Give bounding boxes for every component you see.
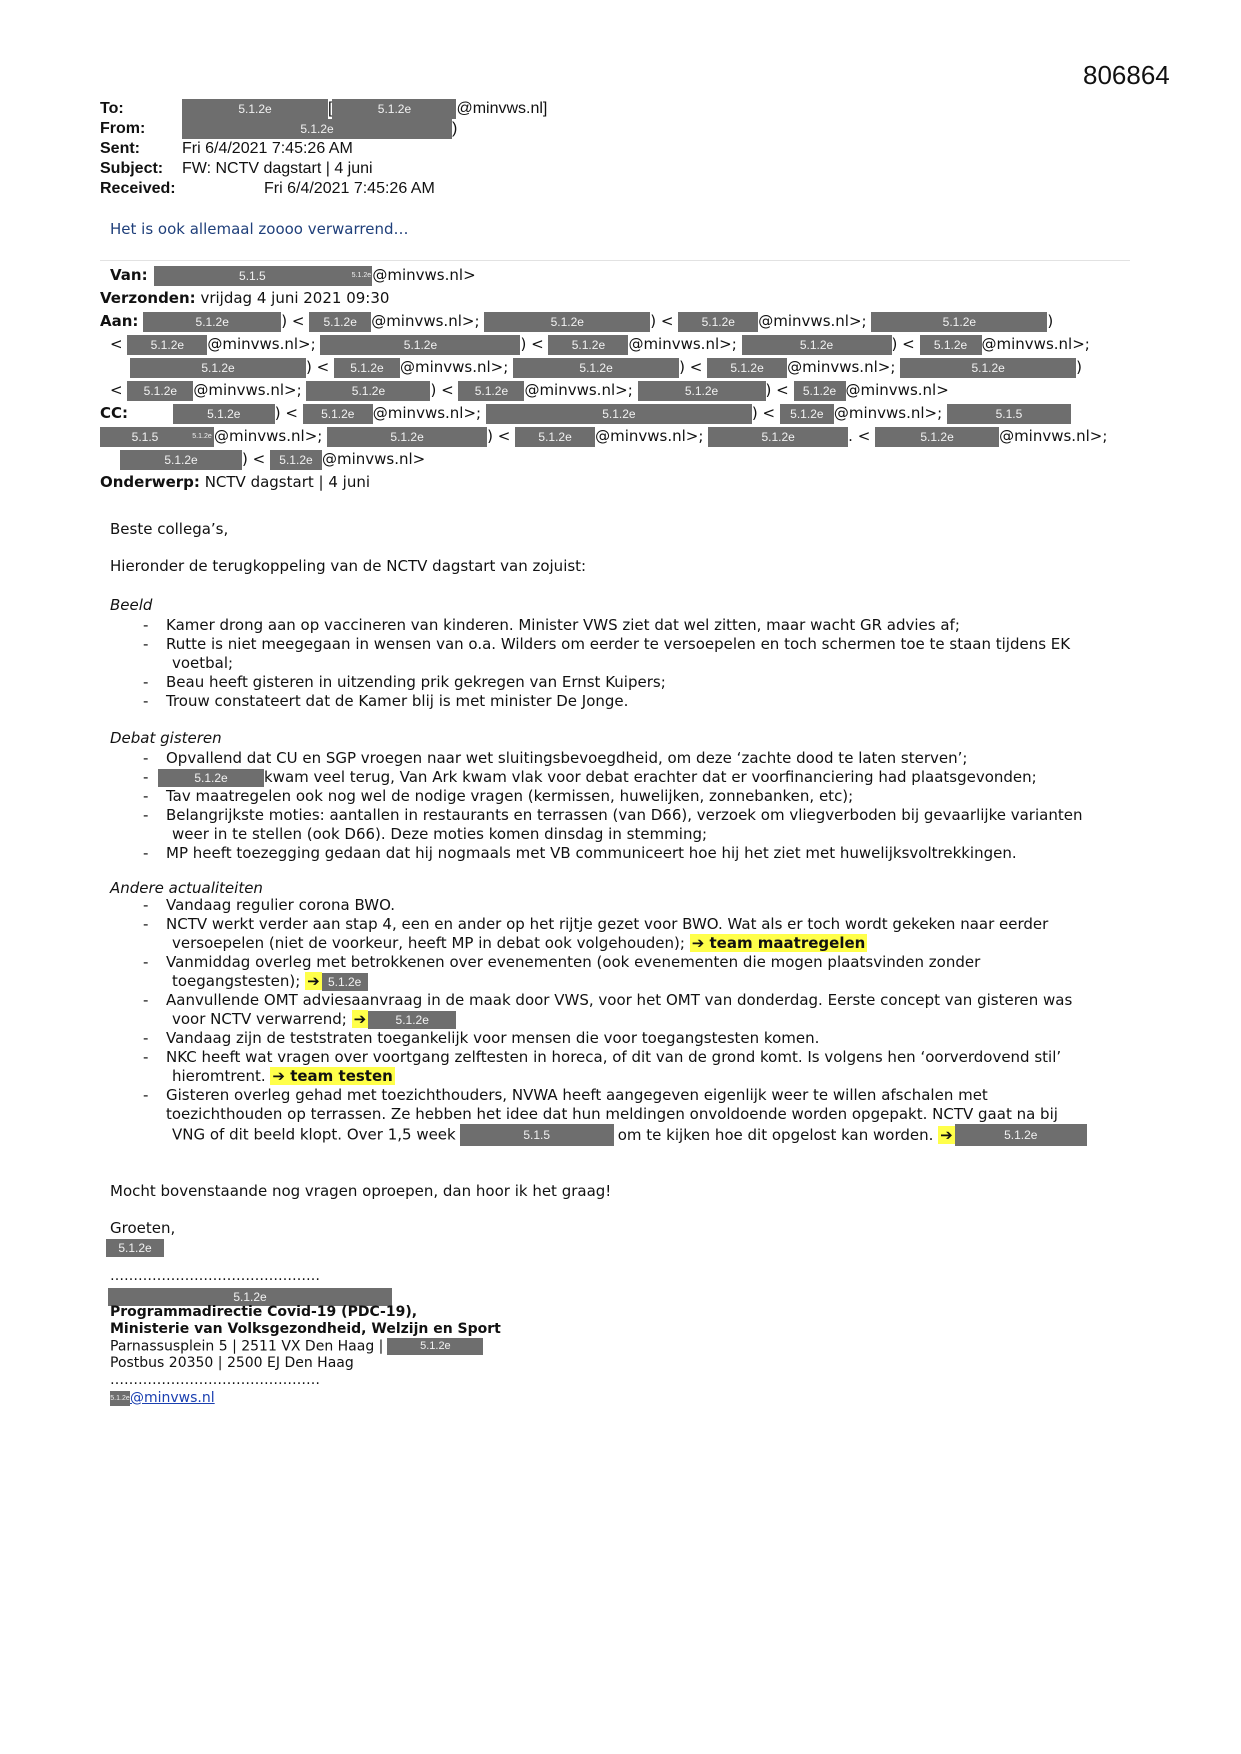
- aan-row-1: [100, 310, 1053, 333]
- from-label: From:: [100, 120, 146, 138]
- redaction: 5.1.2e: [955, 1124, 1087, 1146]
- subject-row: [100, 159, 373, 179]
- redaction: 5.1.2e: [110, 1391, 130, 1406]
- punct: ) <: [242, 450, 266, 468]
- email-fragment: @minvws.nl>;: [371, 312, 480, 330]
- punct: ) <: [306, 358, 330, 376]
- redaction: 5.1.2e: [513, 358, 679, 378]
- signature-address: [110, 1338, 483, 1356]
- redaction: 5.1.5: [460, 1124, 614, 1146]
- signature-line: Ministerie van Volksgezondheid, Welzijn en Sport: [110, 1321, 501, 1337]
- team-testen-highlight: ➔ team testen: [272, 1067, 393, 1085]
- email-fragment: @minvws.nl>;: [833, 404, 943, 422]
- from-suffix: ): [452, 120, 458, 138]
- signature-line: Parnassusplein 5 | 2511 VX Den Haag |: [110, 1338, 384, 1355]
- list-item: - Aanvullende OMT adviesaanvraag in de maak door VWS, voor het OMT van donderdag. Eerste concept van gisteren was: [110, 991, 1140, 1010]
- verzonden-row: [100, 287, 389, 310]
- punct: <: [110, 335, 123, 353]
- redaction: 5.1.2e: [875, 427, 999, 447]
- redaction: 5.1.2e: [780, 404, 834, 424]
- list-item: - NCTV werkt verder aan stap 4, een en ander op het rijtje gezet voor BWO. Wat als er toch wordt gekeken naar eerder: [110, 915, 1140, 934]
- redaction: 5.1.2e: [368, 1011, 456, 1029]
- punct: ) <: [281, 312, 305, 330]
- onderwerp-row: [100, 471, 370, 494]
- aan-row-2: [110, 333, 1090, 356]
- list-item-continuation: [110, 1010, 1140, 1029]
- cc-label: CC:: [100, 404, 129, 422]
- email-fragment: @minvws.nl>;: [981, 335, 1090, 353]
- email-fragment: @minvws.nl>;: [193, 381, 302, 399]
- redaction: 5.1.2e: [303, 404, 373, 424]
- to-separator: [: [328, 100, 333, 118]
- redaction: 5.1.2e: [130, 358, 306, 378]
- punct: . <: [848, 427, 871, 445]
- email-fragment: @minvws.nl>;: [207, 335, 316, 353]
- redaction: 5.1.5: [947, 404, 1071, 424]
- redaction: 5.1.5: [100, 427, 190, 447]
- forward-note: Het is ook allemaal zoooo verwarrend…: [110, 220, 409, 238]
- arrow-icon: ➔: [940, 1125, 953, 1144]
- email-fragment: @minvws.nl>;: [595, 427, 704, 445]
- list-item: - Vandaag regulier corona BWO.: [110, 896, 1140, 915]
- beeld-list: [110, 616, 1140, 711]
- punct: ): [1047, 312, 1054, 330]
- redaction: 5.1.2e: [270, 450, 322, 470]
- list-item-continuation: [110, 972, 1140, 991]
- email-fragment: @minvws.nl>: [845, 381, 949, 399]
- onderwerp-value: NCTV dagstart | 4 juni: [204, 473, 370, 491]
- email-fragment: @minvws.nl>;: [399, 358, 509, 376]
- redaction: 5.1.2e: [127, 335, 207, 355]
- punct: ) <: [751, 404, 776, 422]
- separator-line: [100, 260, 1130, 261]
- email-fragment: @minvws.nl>;: [214, 427, 323, 445]
- list-item: - Trouw constateert dat de Kamer blij is met minister De Jonge.: [110, 692, 1140, 711]
- aan-row-3: [110, 356, 1082, 379]
- list-item: - Opvallend dat CU en SGP vroegen naar wet sluitingsbevoegdheid, om deze ‘zachte dood te laten sterven’;: [110, 749, 1140, 768]
- debat-list: [110, 749, 1140, 863]
- signature-dots-top: ………………………………………: [110, 1268, 320, 1284]
- subject-value: FW: NCTV dagstart | 4 juni: [182, 160, 373, 177]
- list-item-continuation: toezichthouden op terrassen. Ze hebben het idee dat hun meldingen onvoldoende worden opgepakt. NCTV gaat na bij: [166, 1105, 1058, 1123]
- list-item: - MP heeft toezegging gedaan dat hij nogmaals met VB communiceert hoe hij het ziet met huwelijksvoltrekkingen.: [110, 844, 1140, 863]
- andere-list: [110, 896, 1140, 1146]
- sent-row: [100, 139, 353, 159]
- list-item: - NKC heeft wat vragen over voortgang zelftesten in horeca, of dit van de grond komt. Is volgens hen ‘oorverdovend stil’: [110, 1048, 1140, 1067]
- email-fragment: @minvws.nl>: [321, 450, 426, 468]
- list-item: - Vandaag zijn de teststraten toegankelijk voor mensen die voor toegangstesten komen.: [110, 1029, 1140, 1048]
- team-maatregelen-highlight: ➔ team maatregelen: [691, 934, 866, 952]
- punct: ) <: [274, 404, 298, 422]
- redaction: 5.1.2e: [190, 427, 214, 447]
- signature-postbus: Postbus 20350 | 2500 EJ Den Haag: [110, 1355, 354, 1371]
- received-row: [100, 179, 435, 199]
- redaction: 5.1.2e: [320, 335, 520, 355]
- punct: <: [110, 381, 123, 399]
- verzonden-value: vrijdag 4 juni 2021 09:30: [200, 289, 390, 307]
- redaction: 5.1.2e: [306, 381, 430, 401]
- redaction: 5.1.2e: [173, 404, 275, 424]
- redaction: 5.1.2e: [458, 381, 524, 401]
- punct: ) <: [430, 381, 454, 399]
- list-item-text: versoepelen (niet de voorkeur, heeft MP in debat ook volgehouden);: [172, 934, 685, 952]
- received-value: Fri 6/4/2021 7:45:26 AM: [264, 180, 435, 197]
- redaction: 5.1.2e: [120, 450, 242, 470]
- redaction: 5.1.2e: [871, 312, 1047, 332]
- list-item-text: om te kijken hoe dit opgelost kan worden.: [617, 1125, 934, 1144]
- sent-value: Fri 6/4/2021 7:45:26 AM: [182, 140, 353, 157]
- signature-name-redaction: 5.1.2e: [108, 1288, 392, 1306]
- punct: ) <: [520, 335, 544, 353]
- email-fragment: @minvws.nl>;: [758, 312, 867, 330]
- punct: ): [1076, 358, 1083, 376]
- redaction: 5.1.2e: [900, 358, 1076, 378]
- signature-ministry: [110, 1321, 501, 1338]
- punct: ) <: [891, 335, 915, 353]
- punct: ) <: [679, 358, 703, 376]
- redaction: 5.1.2e: [350, 266, 372, 286]
- punct: ) <: [765, 381, 789, 399]
- list-item-continuation: [110, 1067, 1140, 1086]
- list-item-continuation: voetbal;: [172, 654, 234, 672]
- to-suffix: @minvws.nl]: [456, 100, 548, 118]
- aan-label: Aan:: [100, 312, 139, 330]
- list-item-continuation: weer in te stellen (ook D66). Deze moties komen dinsdag in stemming;: [172, 825, 708, 843]
- arrow-icon: ➔: [307, 972, 320, 990]
- redaction: 5.1.2e: [332, 99, 456, 119]
- arrow-icon: ➔: [353, 1010, 367, 1028]
- list-item: - Tav maatregelen ook nog wel de nodige vragen (kermissen, huwelijken, zonnebanken, etc);: [110, 787, 1140, 806]
- signature-line: Programmadirectie Covid-19 (PDC-19),: [110, 1304, 418, 1320]
- redaction: 5.1.2e: [182, 119, 452, 139]
- groeten: Groeten,: [110, 1219, 176, 1237]
- redaction: 5.1.2e: [638, 381, 766, 401]
- redaction: 5.1.2e: [548, 335, 628, 355]
- redaction: 5.1.2e: [334, 358, 400, 378]
- list-item-continuation: [110, 934, 1140, 953]
- from-row: [100, 119, 457, 139]
- redaction: 5.1.2e: [486, 404, 752, 424]
- email-fragment: @minvws.nl>;: [524, 381, 633, 399]
- received-label: Received:: [100, 180, 176, 197]
- redaction: 5.1.2e: [708, 427, 848, 447]
- list-item: - Belangrijkste moties: aantallen in restaurants en terrassen (van D66), verzoek om vliegverboden bij gevaarlijke varianten: [110, 806, 1140, 825]
- signature-org: [110, 1304, 417, 1321]
- email-fragment: @minvws.nl>;: [999, 427, 1108, 445]
- closing: Mocht bovenstaande nog vragen oproepen, dan hoor ik het graag!: [110, 1182, 612, 1200]
- list-item-text: VNG of dit beeld klopt. Over 1,5 week: [172, 1125, 456, 1144]
- punct: ) <: [487, 427, 511, 445]
- aan-row-4: [110, 379, 949, 402]
- signature-email-row: [110, 1390, 215, 1407]
- debat-heading: Debat gisteren: [110, 729, 222, 747]
- redaction: 5.1.2e: [484, 312, 650, 332]
- redaction: 5.1.5: [154, 266, 350, 286]
- list-item: - Gisteren overleg gehad met toezichthouders, NVWA heeft aangegeven eigenlijk weer te willen afschalen met: [110, 1086, 1140, 1105]
- signature-email-link[interactable]: @minvws.nl: [130, 1390, 215, 1406]
- onderwerp-label: Onderwerp:: [100, 473, 200, 491]
- redaction: 5.1.2e: [127, 381, 193, 401]
- redaction: 5.1.2e: [322, 973, 368, 991]
- redaction: 5.1.2e: [515, 427, 595, 447]
- to-label: To:: [100, 100, 124, 118]
- email-fragment: @minvws.nl>;: [372, 404, 482, 422]
- email-fragment: @minvws.nl>;: [787, 358, 896, 376]
- subject-label: Subject:: [100, 160, 164, 177]
- signature-dots-bottom: ………………………………………: [110, 1372, 320, 1388]
- cc-row-2: [100, 425, 1107, 448]
- andere-heading: Andere actualiteiten: [110, 879, 263, 897]
- list-item-redacted: [110, 768, 1140, 787]
- document-number: 806864: [1083, 60, 1170, 90]
- redaction: 5.1.2e: [309, 312, 371, 332]
- verzonden-label: Verzonden:: [100, 289, 196, 307]
- list-item: - Vanmiddag overleg met betrokkenen over evenementen (ook evenementen die mogen plaatsvinden zonder: [110, 953, 1140, 972]
- cc-row-1: [100, 402, 1071, 425]
- van-suffix: @minvws.nl>: [372, 266, 476, 284]
- list-item-text: hieromtrent.: [172, 1067, 266, 1085]
- list-item-text: kwam veel terug, Van Ark kwam vlak voor debat erachter dat er voorfinanciering had plaatsgevonden;: [264, 768, 1037, 786]
- redaction: 5.1.2e: [742, 335, 892, 355]
- intro: Hieronder de terugkoppeling van de NCTV dagstart van zojuist:: [110, 557, 587, 575]
- list-item-continuation: [110, 1124, 1140, 1146]
- redaction: 5.1.2e: [143, 312, 281, 332]
- cc-row-3: [110, 448, 425, 471]
- redaction: 5.1.2e: [707, 358, 787, 378]
- list-item-text: toegangstesten);: [172, 972, 301, 990]
- redaction: 5.1.2e: [158, 769, 264, 787]
- van-row: [110, 264, 476, 287]
- sent-label: Sent:: [100, 140, 140, 157]
- to-row: [100, 99, 547, 119]
- punct: ) <: [650, 312, 674, 330]
- van-label: Van:: [110, 266, 148, 284]
- email-fragment: @minvws.nl>;: [628, 335, 737, 353]
- redaction: 5.1.2e: [182, 99, 328, 119]
- redaction: 5.1.2e: [794, 381, 846, 401]
- redaction: 5.1.2e: [327, 427, 487, 447]
- list-item: - Beau heeft gisteren in uitzending prik gekregen van Ernst Kuipers;: [110, 673, 1140, 692]
- beeld-heading: Beeld: [110, 596, 153, 614]
- redaction: 5.1.2e: [678, 312, 758, 332]
- redaction: 5.1.2e: [920, 335, 982, 355]
- list-item: - Rutte is niet meegegaan in wensen van o.a. Wilders om eerder te versoepelen en toch schermen toe te staan tijdens EK: [110, 635, 1140, 654]
- greeting: Beste collega’s,: [110, 520, 229, 538]
- list-item-text: voor NCTV verwarrend;: [172, 1010, 347, 1028]
- sender-name-redaction: 5.1.2e: [106, 1239, 164, 1257]
- redaction: 5.1.2e: [387, 1338, 483, 1355]
- list-item: - Kamer drong aan op vaccineren van kinderen. Minister VWS ziet dat wel zitten, maar wacht GR advies af;: [110, 616, 1140, 635]
